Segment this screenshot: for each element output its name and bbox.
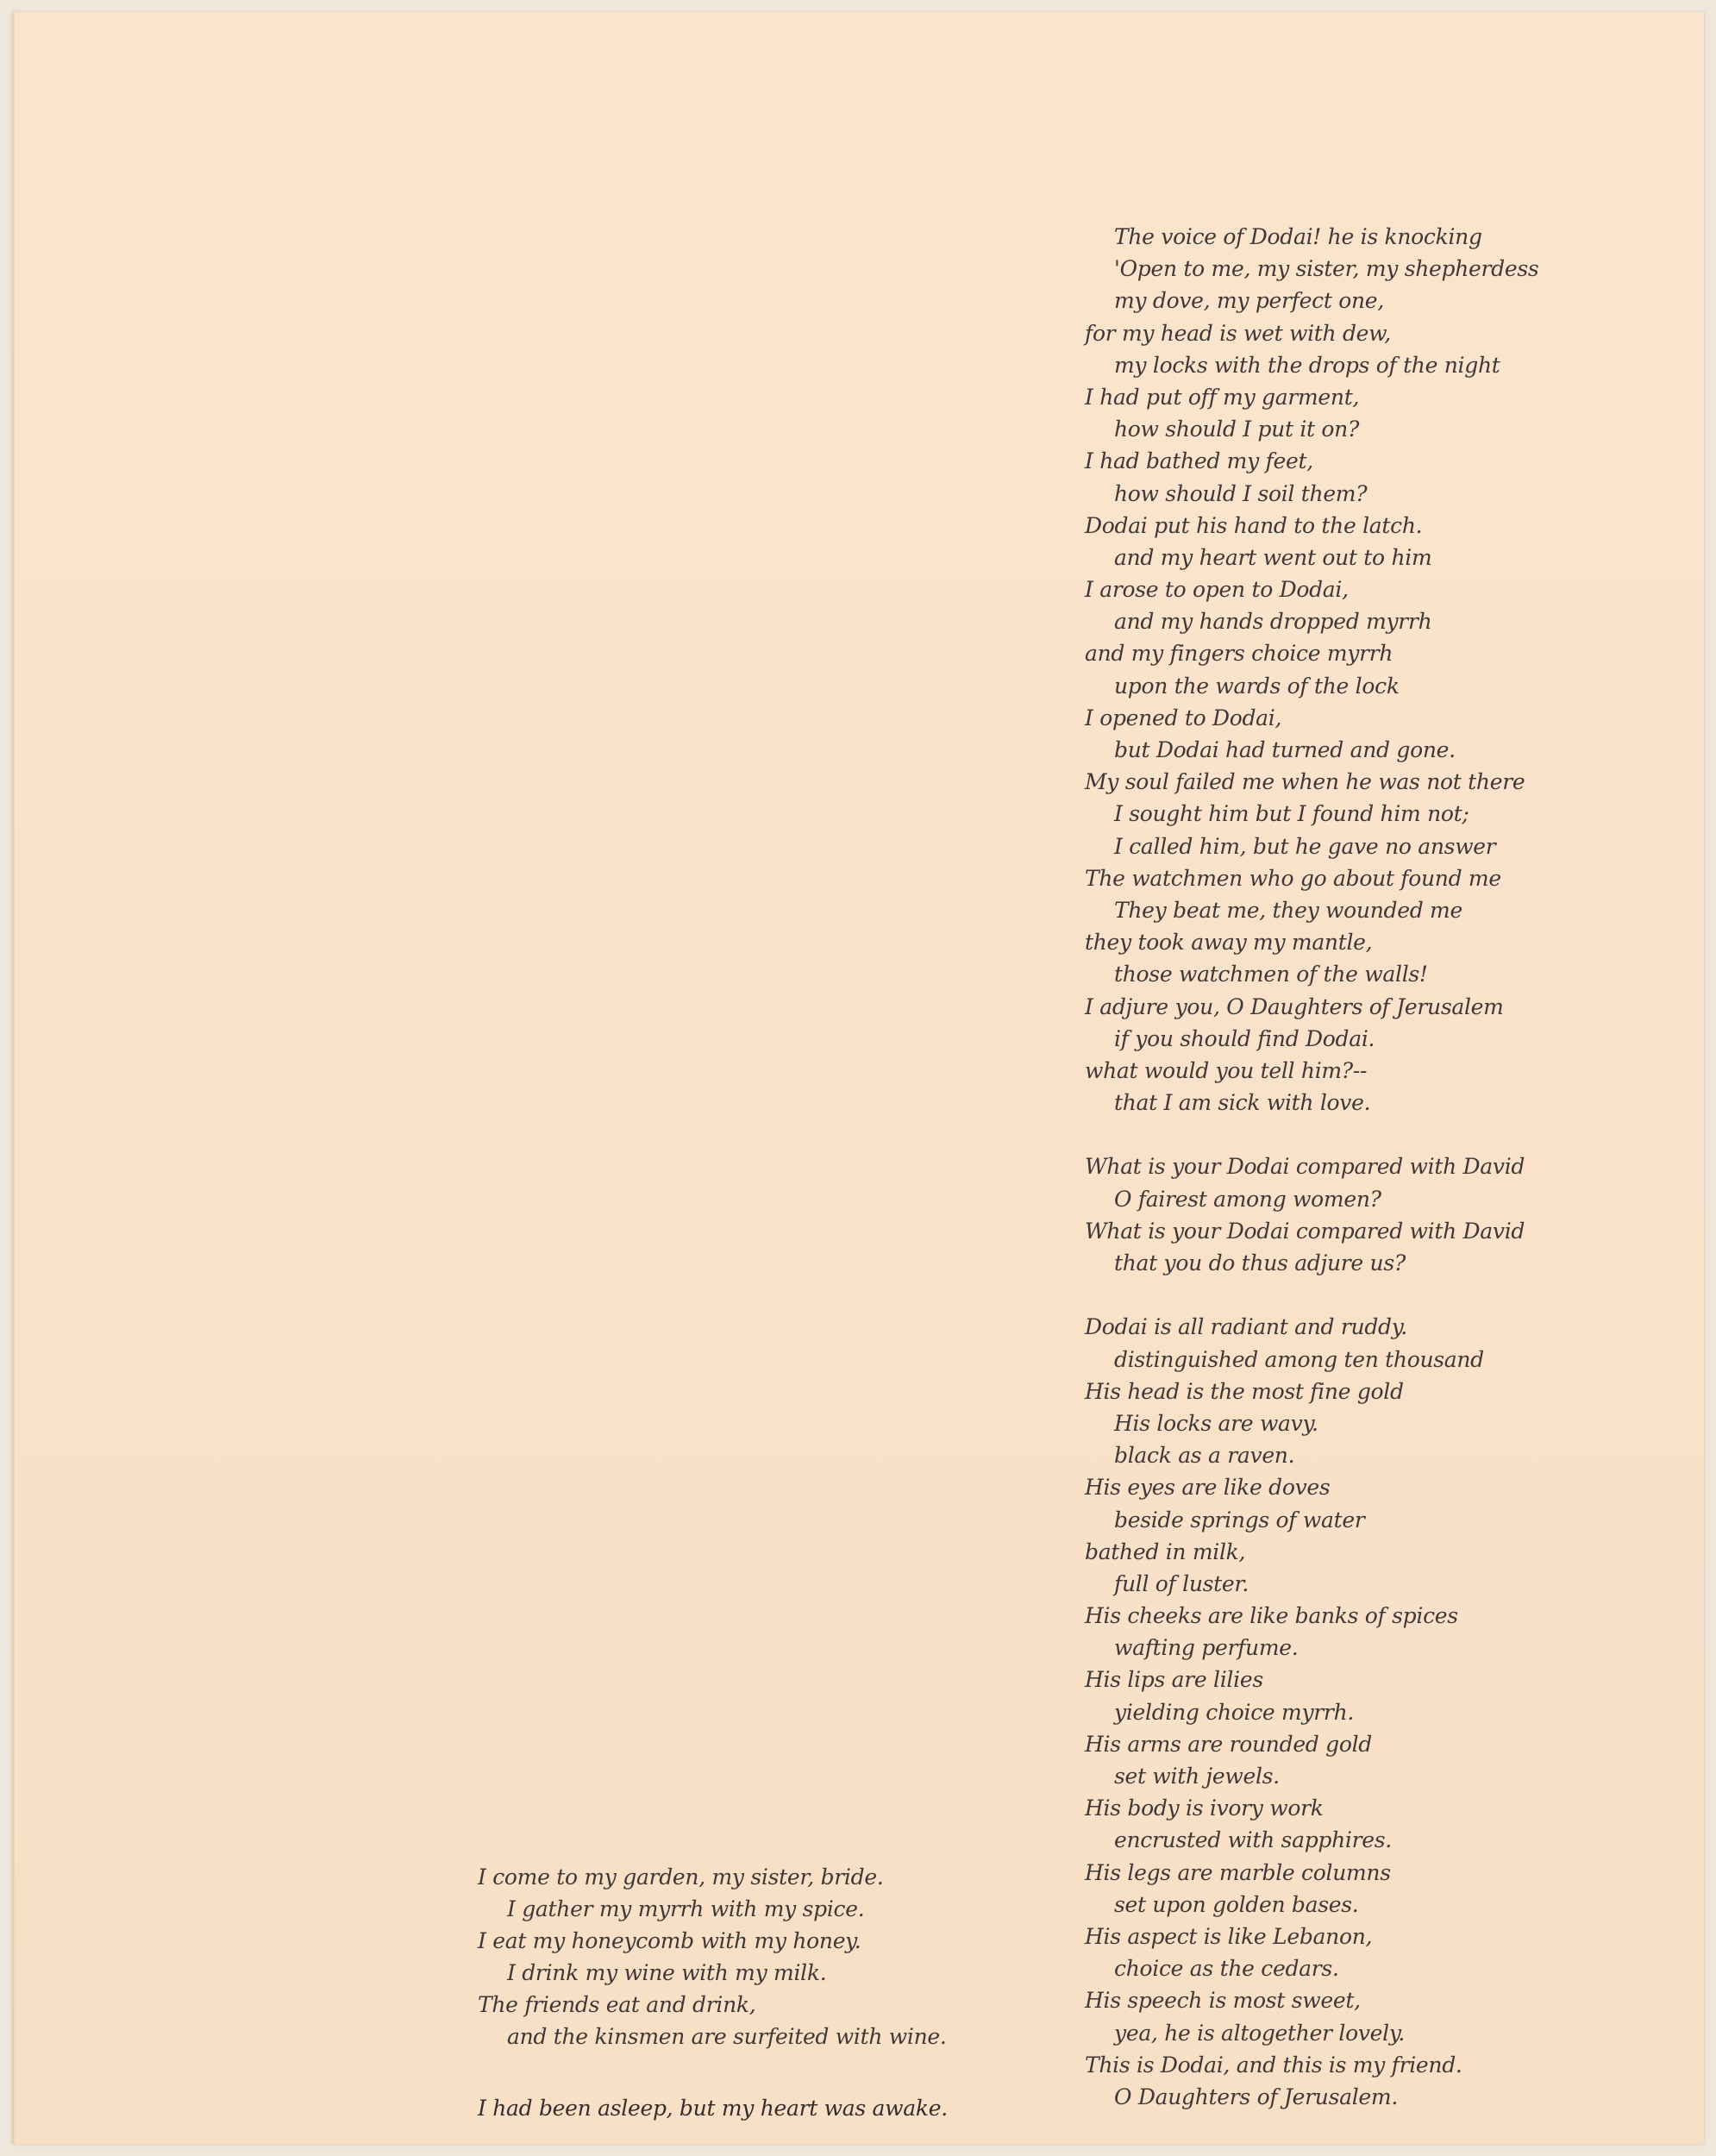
poem-line: beside springs of water [1114,1507,1365,1532]
poem-line: encrusted with sapphires. [1114,1827,1392,1853]
poem-line: I sought him but I found him not; [1114,801,1469,827]
poem-line: His arms are rounded gold [1085,1731,1373,1757]
stanza-break [1085,1279,1538,1311]
poem-line: if you should find Dodai. [1114,1025,1375,1051]
poem-line: What is your Dodai compared with David [1085,1218,1525,1244]
poem-line: I gather my myrrh with my spice. [507,1896,865,1921]
poem-line: His locks are wavy. [1114,1410,1318,1436]
poem-line: His aspect is like Lebanon, [1085,1923,1373,1949]
poem-line: His cheeks are like banks of spices [1085,1603,1458,1629]
poem-line: those watchmen of the walls! [1114,962,1428,987]
poem-line: I had been asleep, but my heart was awake. [478,2096,948,2121]
poem-line: I had put off my garment, [1085,384,1360,410]
poem-left-column [478,1861,948,2124]
poem-line: Dodai is all radiant and ruddy. [1085,1314,1407,1340]
poem-line: The voice of Dodai! he is knocking [1114,224,1482,249]
poem-line: O Daughters of Jerusalem. [1114,2084,1398,2109]
poem-line: I eat my honeycomb with my honey. [478,1928,861,1953]
poem-line: how should I soil them? [1114,480,1368,506]
poem-line: choice as the cedars. [1114,1956,1339,1982]
poem-line: my dove, my perfect one, [1114,288,1384,314]
poem-line: but Dodai had turned and gone. [1114,737,1456,762]
poem-line: set with jewels. [1114,1764,1280,1789]
poem-line: I drink my wine with my milk. [507,1960,827,1985]
poem-line: yielding choice myrrh. [1114,1699,1355,1725]
poem-line: I arose to open to Dodai, [1085,577,1349,603]
poem-line: that I am sick with love. [1114,1090,1371,1116]
poem-line: They beat me, they wounded me [1114,897,1462,923]
poem-line: and my heart went out to him [1114,544,1432,570]
poem-line: wafting perfume. [1114,1635,1299,1661]
poem-line: The watchmen who go about found me [1085,865,1501,891]
poem-line: I adjure you, O Daughters of Jerusalem [1085,993,1504,1019]
poem-line: that you do thus adjure us? [1114,1250,1406,1275]
poem-line: bathed in milk, [1085,1539,1246,1564]
poem-line: I had bathed my feet, [1085,448,1313,474]
poem-line: full of luster. [1114,1570,1249,1596]
poem-line: The friends eat and drink, [478,1992,756,2017]
stanza-break [1085,1119,1538,1150]
poem-line: What is your Dodai compared with David [1085,1154,1525,1180]
poem-line: O fairest among women? [1114,1186,1381,1212]
poem-line: His eyes are like doves [1085,1475,1331,1501]
poem-line: His speech is most sweet, [1085,1988,1361,2014]
poem-line: His lips are lilies [1085,1667,1263,1693]
poem-line: I called him, but he gave no answer [1114,833,1496,859]
poem-line: they took away my mantle, [1085,930,1373,956]
poem-line: my locks with the drops of the night [1114,352,1500,378]
poem-line: His body is ivory work [1085,1796,1324,1821]
poem-line: His legs are marble columns [1085,1859,1391,1885]
poem-line: and the kinsmen are surfeited with wine. [507,2024,947,2049]
paper-sheet [12,12,1704,2144]
poem-line: 'Open to me, my sister, my shepherdess [1114,256,1539,282]
poem-line: My soul failed me when he was not there [1085,769,1525,795]
poem-line: black as a raven. [1114,1443,1295,1469]
poem-line: set upon golden bases. [1114,1891,1359,1917]
poem-line: I come to my garden, my sister, bride. [478,1865,884,1890]
poem-line: His head is the most fine gold [1085,1378,1404,1404]
poem-line: and my fingers choice myrrh [1085,641,1393,667]
poem-line: This is Dodai, and this is my friend. [1085,2052,1462,2078]
poem-right-column [1085,221,1538,2113]
poem-line: upon the wards of the lock [1114,673,1400,699]
poem-line: I opened to Dodai, [1085,705,1282,730]
poem-line: distinguished among ten thousand [1114,1346,1484,1372]
poem-line: and my hands dropped myrrh [1114,609,1432,635]
poem-line: yea, he is altogether lovely. [1114,2020,1405,2046]
poem-line: how should I put it on? [1114,417,1360,442]
poem-line: what would you tell him?-- [1085,1057,1368,1083]
poem-line: for my head is wet with dew, [1085,320,1391,346]
poem-line: Dodai put his hand to the latch. [1085,512,1423,538]
stanza-break [478,2053,948,2092]
